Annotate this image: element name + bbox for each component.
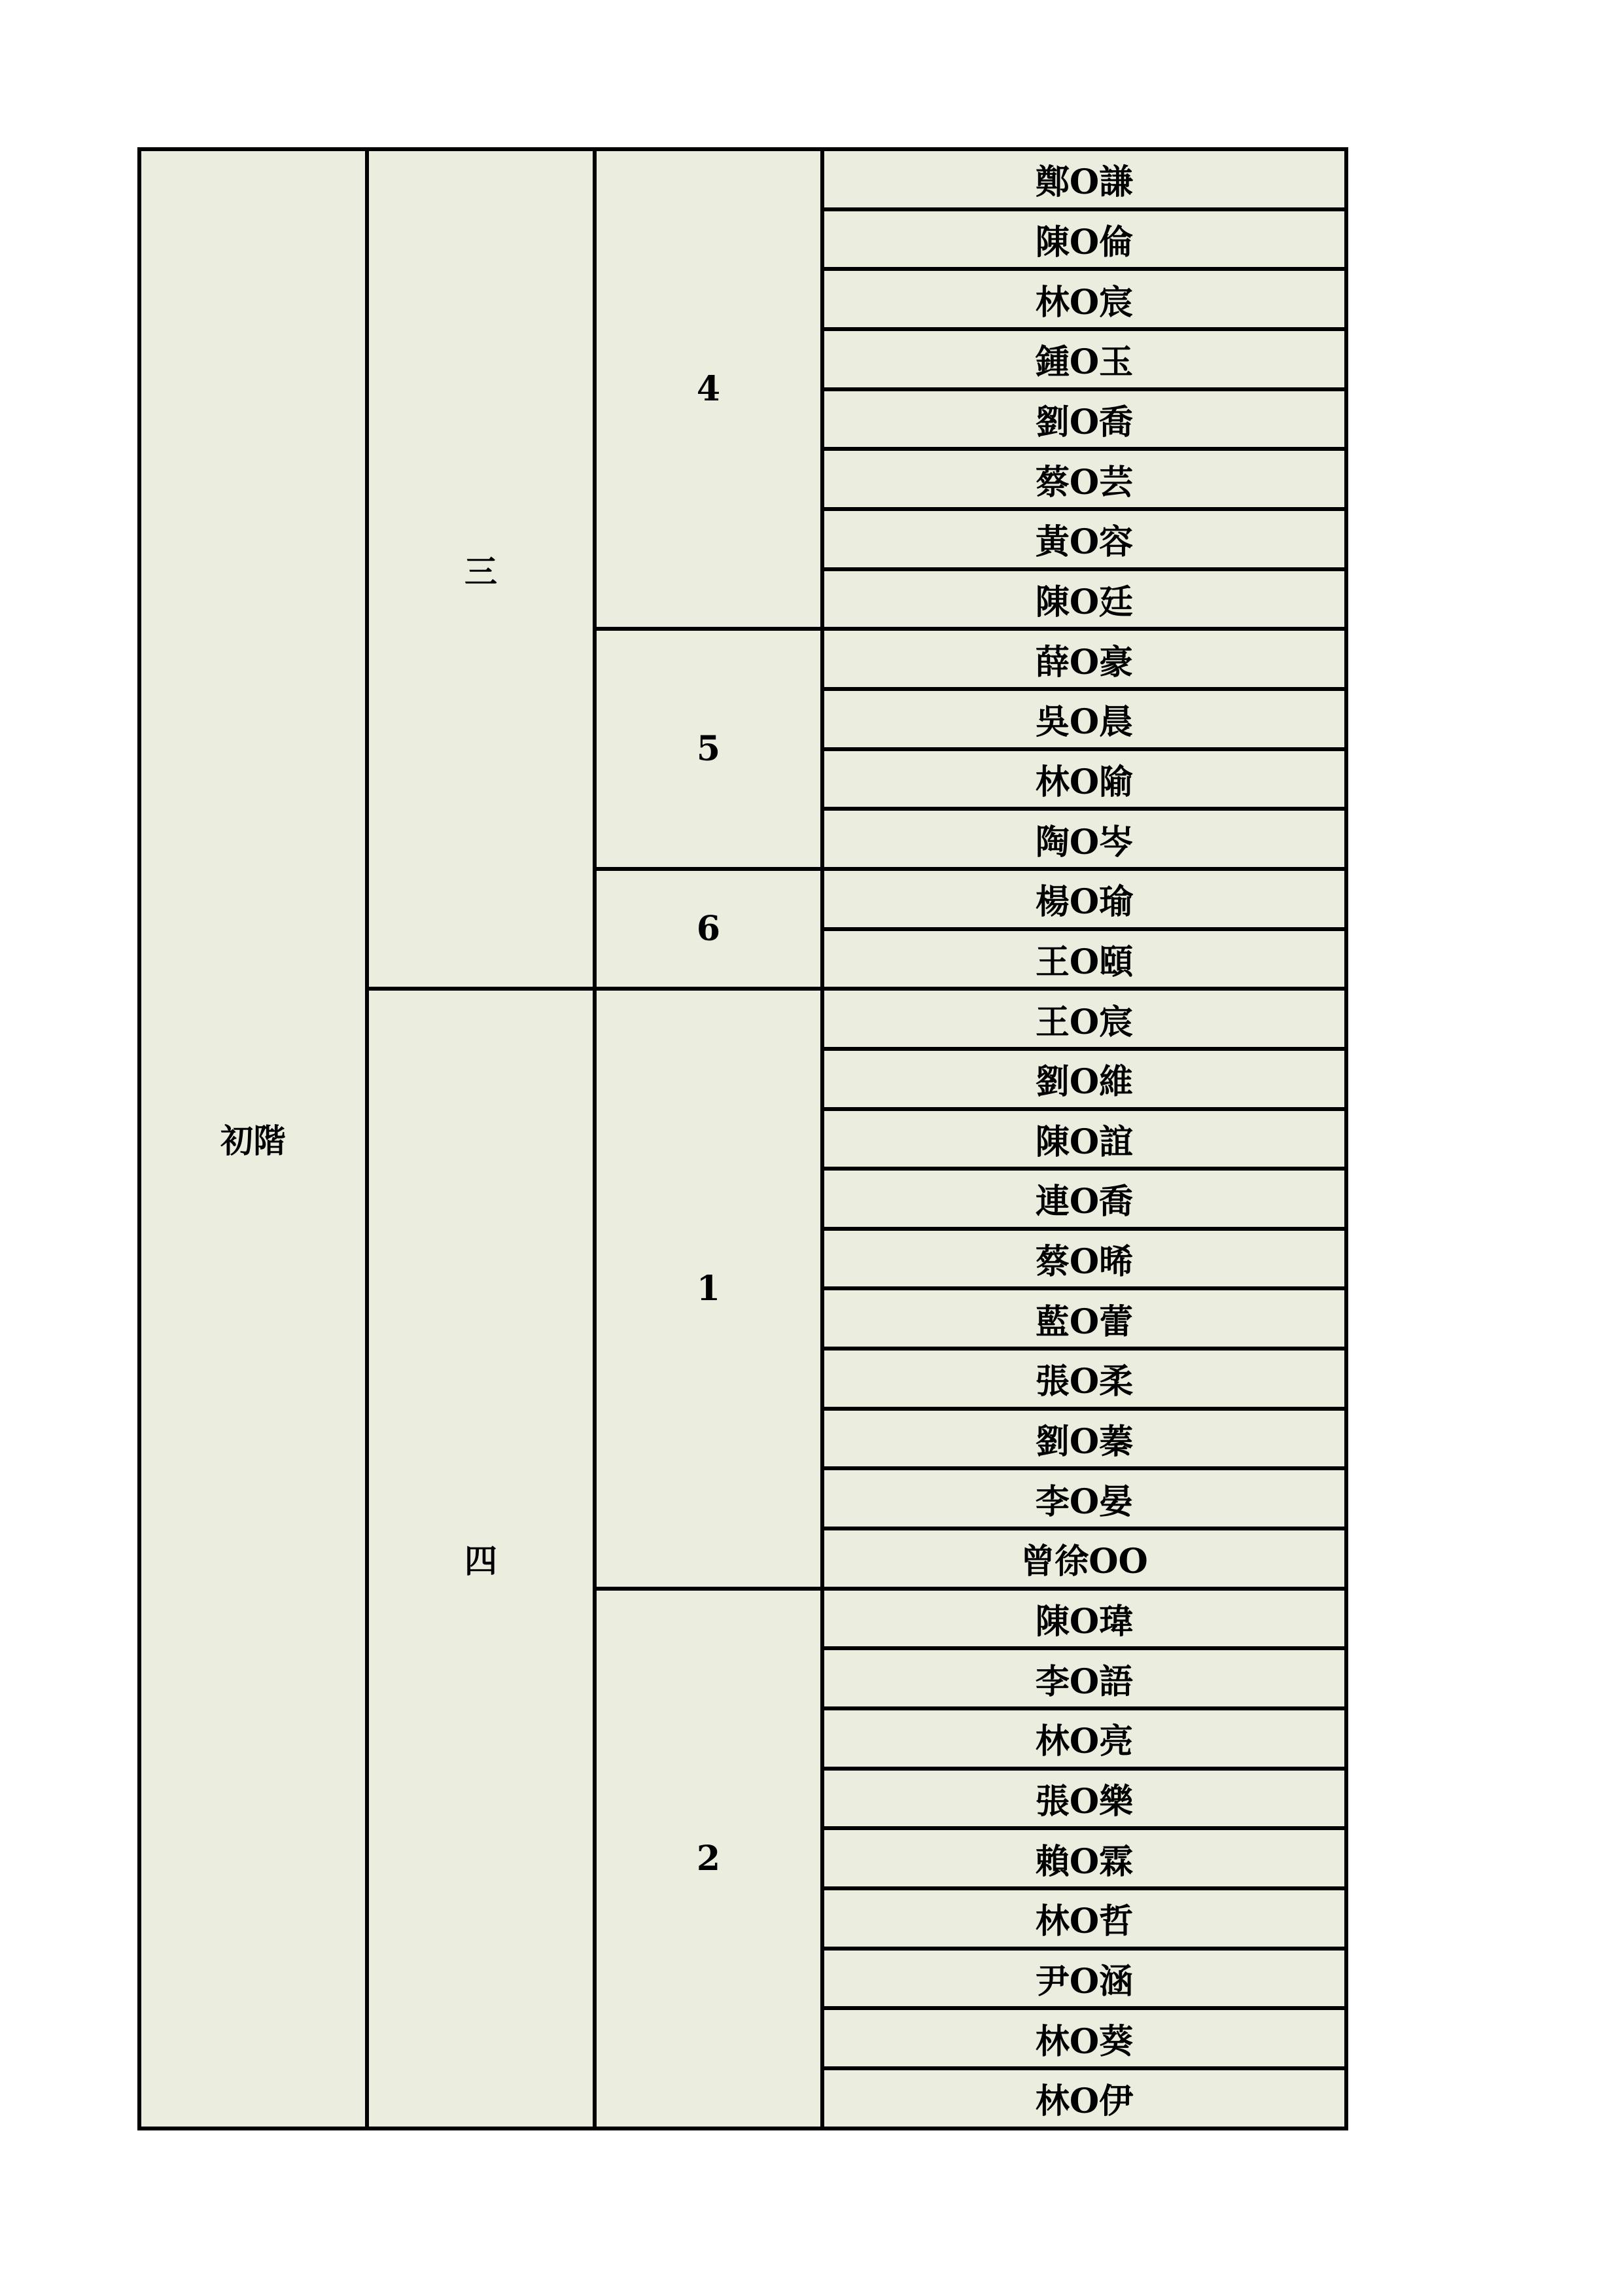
student-name-cell: 薛O豪: [822, 629, 1346, 689]
student-name-cell: 賴O霖: [822, 1828, 1346, 1888]
student-name-cell: 陳O瑋: [822, 1589, 1346, 1649]
student-name-cell: 連O喬: [822, 1169, 1346, 1229]
student-name-cell: 尹O涵: [822, 1949, 1346, 2009]
student-name-cell: 李O語: [822, 1648, 1346, 1708]
student-name-cell: 蔡O晞: [822, 1229, 1346, 1289]
class-cell: 1: [595, 989, 822, 1589]
grade-cell: 四: [367, 989, 595, 2128]
student-name-cell: 林O亮: [822, 1708, 1346, 1769]
student-name-cell: 藍O蕾: [822, 1288, 1346, 1349]
student-name-cell: 劉O蓁: [822, 1409, 1346, 1469]
student-name-cell: 王O宸: [822, 989, 1346, 1049]
student-name-cell: 吳O晨: [822, 689, 1346, 749]
student-name-cell: 林O隃: [822, 749, 1346, 809]
roster-table: [137, 147, 1348, 2130]
student-name-cell: 陶O岑: [822, 809, 1346, 869]
student-name-cell: 張O柔: [822, 1349, 1346, 1409]
student-name-cell: 林O伊: [822, 2068, 1346, 2128]
student-name-cell: 鍾O玉: [822, 329, 1346, 389]
student-name-cell: 楊O瑜: [822, 869, 1346, 929]
class-cell: 6: [595, 869, 822, 989]
student-name-cell: 曾徐OO: [822, 1528, 1346, 1589]
student-name-cell: 張O樂: [822, 1769, 1346, 1829]
level-cell: 初階: [139, 149, 367, 2128]
student-name-cell: 林O葵: [822, 2008, 1346, 2068]
student-name-cell: 王O頤: [822, 929, 1346, 989]
student-name-cell: 劉O喬: [822, 389, 1346, 450]
class-cell: 4: [595, 149, 822, 629]
student-name-cell: 陳O倫: [822, 209, 1346, 270]
student-name-cell: 陳O誼: [822, 1109, 1346, 1169]
student-name-cell: 蔡O芸: [822, 449, 1346, 509]
student-name-cell: 陳O廷: [822, 569, 1346, 629]
student-name-cell: 林O哲: [822, 1888, 1346, 1949]
table-row: [139, 149, 1346, 209]
student-name-cell: 劉O維: [822, 1049, 1346, 1109]
student-name-cell: 黃O容: [822, 509, 1346, 569]
student-name-cell: 李O晏: [822, 1468, 1346, 1528]
student-name-cell: 林O宸: [822, 269, 1346, 329]
class-cell: 2: [595, 1589, 822, 2128]
student-name-cell: 鄭O謙: [822, 149, 1346, 209]
grade-cell: 三: [367, 149, 595, 989]
class-cell: 5: [595, 629, 822, 869]
